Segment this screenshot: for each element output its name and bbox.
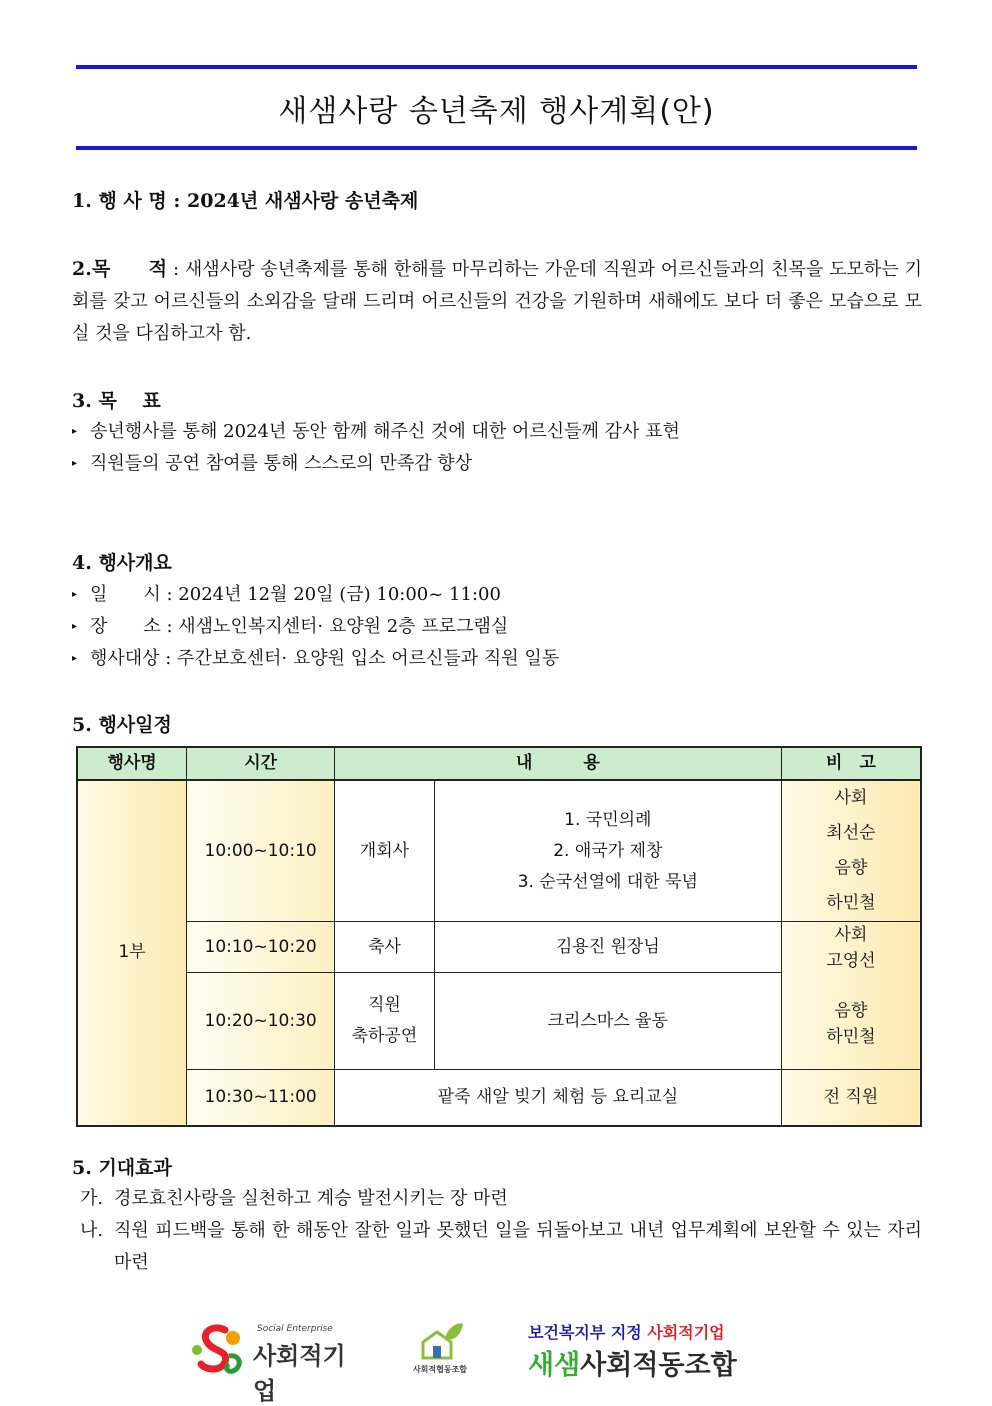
section-purpose — [72, 253, 922, 350]
top-rule — [76, 65, 917, 69]
part-cell: 1부 — [77, 780, 187, 1126]
schedule-table — [76, 746, 922, 1127]
event-name-label: 1. 행 사 명 : — [72, 190, 187, 212]
page-title: 새샘사랑 송년축제 행사계획(안) — [278, 94, 715, 129]
program-content-cell: 1. 국민의례 2. 애국가 제창 3. 순국선열에 대한 묵념 — [434, 780, 781, 922]
goal-item: ▸ 직원들의 공연 참여를 통해 스스로의 만족감 향상 — [72, 448, 472, 480]
overview-item: ▸ 장 소 : 새샘노인복지센터· 요양원 2층 프로그램실 — [72, 611, 508, 643]
logo2-text: 사회적협동조합 — [412, 1365, 468, 1374]
section-event-name — [72, 186, 418, 213]
triangle-bullet-icon: ▸ — [72, 426, 78, 437]
coop-logo — [405, 1320, 475, 1380]
goal-item: ▸ 송년행사를 통해 2024년 동안 함께 해주신 것에 대한 어르신들께 감사 표현 — [72, 416, 680, 448]
triangle-bullet-icon: ▸ — [72, 621, 78, 632]
triangle-bullet-icon: ▸ — [72, 653, 78, 664]
program-content-cell: 크리스마스 율동 — [434, 973, 781, 1070]
logo1-small-text: Social Enterprise — [257, 1324, 333, 1334]
title-rule — [76, 146, 917, 150]
table-row — [77, 780, 921, 922]
social-enterprise-mark-icon — [185, 1322, 247, 1378]
time-cell: 10:30~11:00 — [187, 1070, 335, 1126]
section-goal-label: 3. 목 표 — [72, 390, 161, 412]
note-cell: 사회 고영선 음향 하민철 — [781, 922, 921, 1070]
header-event: 행사명 — [77, 747, 187, 780]
section-schedule-label: 5. 행사일정 — [72, 714, 172, 736]
program-content-cell: 팥죽 새알 빚기 체험 등 요리교실 — [335, 1070, 782, 1126]
org-name-block — [528, 1320, 788, 1382]
event-name-value: 2024년 새샘사랑 송년축제 — [187, 190, 419, 212]
note-cell: 전 직원 — [781, 1070, 921, 1126]
purpose-text: : 새샘사랑 송년축제를 통해 한해를 마무리하는 가운데 직원과 어르신들과의 친목을 도모하는 기회를 갖고 어르신들의 소외감을 달래 드리며 어르신들의 건강을 기원하며 새해에도 보다 더 좋은 모습으로 모실 것을 다짐하고자 함. — [72, 259, 922, 344]
table-header-row — [77, 747, 921, 780]
program-name-cell: 직원 축하공연 — [335, 973, 435, 1070]
note-cell: 사회 최선순 음향 하민철 — [781, 780, 921, 922]
time-cell: 10:10~10:20 — [187, 922, 335, 973]
social-enterprise-logo — [185, 1320, 365, 1405]
effect-item: 나. 직원 피드백을 통해 한 해동안 잘한 일과 못했던 일을 뒤돌아보고 내년 업무계획에 보완할 수 있는 자리 마련 — [80, 1220, 922, 1273]
leaf-house-icon — [415, 1320, 465, 1362]
overview-item: ▸ 일 시 : 2024년 12월 20일 (금) 10:00~ 11:00 — [72, 579, 501, 611]
org-name-line: 새샘사회적동조합 — [528, 1350, 737, 1381]
program-name-cell: 개회사 — [335, 780, 435, 922]
header-time: 시간 — [187, 747, 335, 780]
triangle-bullet-icon: ▸ — [72, 589, 78, 600]
triangle-bullet-icon: ▸ — [72, 458, 78, 469]
program-content-cell: 김용진 원장님 — [434, 922, 781, 973]
time-cell: 10:20~10:30 — [187, 973, 335, 1070]
overview-item: ▸ 행사대상 : 주간보호센터· 요양원 입소 어르신들과 직원 일동 — [72, 643, 559, 675]
section-effects-label: 5. 기대효과 — [72, 1157, 172, 1179]
header-note: 비 고 — [781, 747, 921, 780]
header-content: 내 용 — [335, 747, 782, 780]
designation-line: 보건복지부 지정 사회적기업 — [528, 1323, 725, 1342]
effect-item: 가. 경로효친사랑을 실천하고 계승 발전시키는 장 마련 — [80, 1188, 508, 1209]
logo1-main-text: 사회적기업 — [253, 1342, 346, 1405]
purpose-label: 2.목 적 — [72, 258, 168, 280]
program-name-cell: 축사 — [335, 922, 435, 973]
section-overview-label: 4. 행사개요 — [72, 552, 172, 574]
table-row — [77, 1070, 921, 1126]
table-row — [77, 922, 921, 973]
time-cell: 10:00~10:10 — [187, 780, 335, 922]
